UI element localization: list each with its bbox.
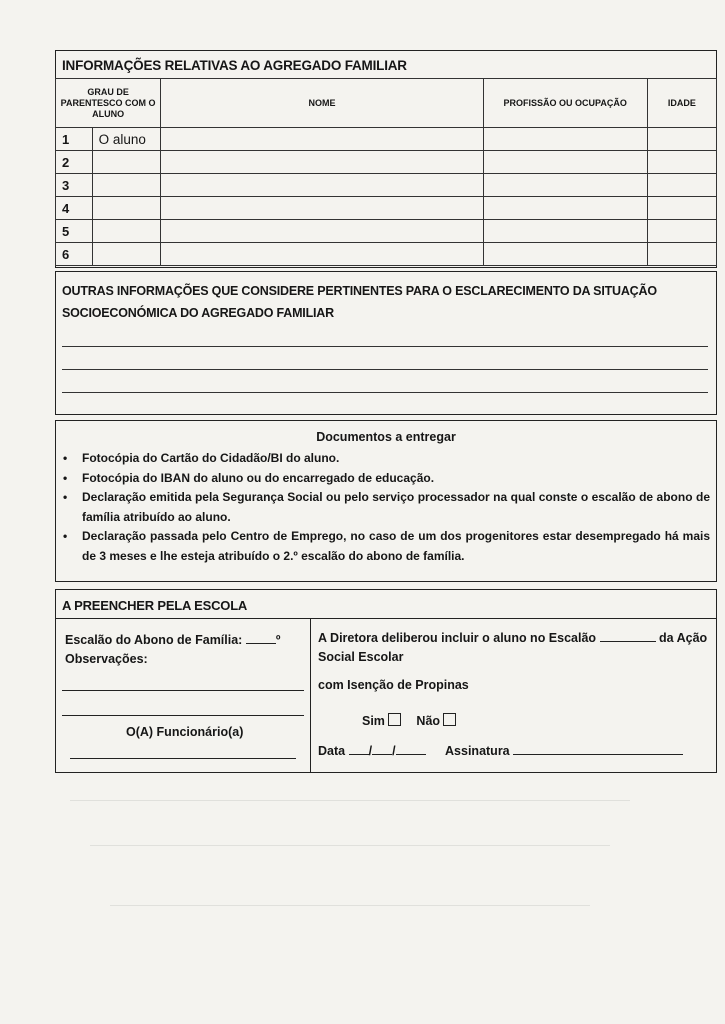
profissao-field[interactable] — [483, 174, 647, 197]
assinatura-label: Assinatura — [445, 744, 510, 758]
nome-field[interactable] — [161, 197, 484, 220]
escalao-label: Escalão do Abono de Família: — [65, 633, 243, 647]
writing-line[interactable] — [62, 346, 708, 347]
other-info-title: OUTRAS INFORMAÇÕES QUE CONSIDERE PERTINENTES PARA O ESCLARECIMENTO DA SITUAÇÃO SOCIOECONÓMICA DO AGREGADO FAMILIAR — [62, 284, 657, 320]
grau-field[interactable] — [92, 220, 161, 243]
school-section — [55, 589, 717, 773]
col-grau-header: GRAU DE PARENTESCO COM O ALUNO — [56, 79, 161, 128]
profissao-field[interactable] — [483, 220, 647, 243]
row-number: 3 — [56, 174, 93, 197]
household-table — [55, 78, 717, 266]
sim-label: Sim — [362, 714, 385, 728]
row-number: 5 — [56, 220, 93, 243]
sim-nao-row — [362, 713, 456, 728]
funcionario-signature-line[interactable] — [70, 758, 296, 759]
writing-line[interactable] — [62, 392, 708, 393]
household-section — [55, 50, 717, 268]
list-item — [62, 469, 710, 489]
diretora-text-a: A Diretora deliberou incluir o aluno no Escalão — [318, 631, 597, 645]
school-section-header — [56, 590, 716, 619]
date-day-input[interactable] — [349, 743, 369, 755]
date-year-input[interactable] — [396, 743, 426, 755]
idade-field[interactable] — [647, 220, 716, 243]
row-number: 6 — [56, 243, 93, 266]
isencao-label: com Isenção de Propinas — [318, 678, 469, 692]
profissao-field[interactable] — [483, 151, 647, 174]
list-item — [62, 488, 710, 527]
table-row — [56, 174, 717, 197]
household-table-header — [56, 79, 717, 128]
column-divider — [310, 618, 311, 772]
nao-checkbox[interactable] — [443, 713, 456, 726]
grau-field[interactable] — [92, 151, 161, 174]
funcionario-label: O(A) Funcionário(a) — [126, 725, 244, 739]
date-signature-row — [318, 743, 683, 758]
writing-line[interactable] — [62, 369, 708, 370]
table-row — [56, 151, 717, 174]
profissao-field[interactable] — [483, 128, 647, 151]
idade-field[interactable] — [647, 197, 716, 220]
bullet-icon: • — [63, 490, 68, 504]
table-row — [56, 197, 717, 220]
nome-field[interactable] — [161, 243, 484, 266]
row-number: 2 — [56, 151, 93, 174]
profissao-field[interactable] — [483, 243, 647, 266]
document-item-text: Fotocópia do IBAN do aluno ou do encarregado de educação. — [82, 470, 435, 485]
household-title: INFORMAÇÕES RELATIVAS AO AGREGADO FAMILIAR — [62, 58, 407, 73]
observacoes-line[interactable] — [62, 690, 304, 691]
diretora-text-b: da Ação — [659, 631, 708, 645]
data-label: Data — [318, 744, 346, 758]
escalao-ase-input[interactable] — [600, 630, 656, 642]
idade-field[interactable] — [647, 243, 716, 266]
nome-field[interactable] — [161, 151, 484, 174]
row-number: 4 — [56, 197, 93, 220]
nome-field[interactable] — [161, 220, 484, 243]
document-item-text: Declaração passada pelo Centro de Emprego, no caso de um dos progenitores estar desempregado há mais de 3 meses e lhe esteja atribuído o 2.º escalão do abono de família. — [82, 529, 710, 563]
grau-field[interactable] — [92, 243, 161, 266]
nao-label: Não — [416, 714, 441, 728]
documents-list — [62, 449, 710, 566]
col-idade-header: IDADE — [647, 79, 716, 128]
table-row — [56, 128, 717, 151]
nome-field[interactable] — [161, 128, 484, 151]
col-profissao-header: PROFISSÃO OU OCUPAÇÃO — [483, 79, 647, 128]
documents-title: Documentos a entregar — [316, 430, 456, 444]
idade-field[interactable] — [647, 128, 716, 151]
idade-field[interactable] — [647, 174, 716, 197]
date-separator: / — [368, 744, 373, 758]
bullet-icon: • — [63, 529, 68, 543]
assinatura-line[interactable] — [513, 743, 683, 755]
grau-field[interactable]: O aluno — [92, 128, 161, 151]
escalao-suffix: º — [275, 633, 281, 647]
bullet-icon: • — [63, 470, 68, 485]
table-row — [56, 220, 717, 243]
documents-section — [55, 420, 717, 582]
observacoes-line[interactable] — [62, 715, 304, 716]
escalao-input[interactable] — [246, 632, 276, 644]
col-nome-header: NOME — [161, 79, 484, 128]
profissao-field[interactable] — [483, 197, 647, 220]
grau-field[interactable] — [92, 197, 161, 220]
row-number: 1 — [56, 128, 93, 151]
diretora-text-c: Social Escolar — [318, 650, 404, 664]
school-title: A PREENCHER PELA ESCOLA — [62, 598, 248, 613]
table-row — [56, 243, 717, 266]
list-item — [62, 449, 710, 469]
date-separator: / — [392, 744, 396, 758]
sim-checkbox[interactable] — [388, 713, 401, 726]
bleed-through-line — [110, 905, 590, 906]
other-info-section — [55, 271, 717, 415]
bleed-through-line — [90, 845, 610, 846]
observacoes-label: Observações: — [65, 652, 148, 666]
diretora-row — [318, 630, 707, 645]
bleed-through-line — [70, 800, 630, 801]
document-item-text: Declaração emitida pela Segurança Social ou pelo serviço processador na qual conste o escalão de abono de família atribuído ao aluno. — [82, 490, 710, 524]
date-month-input[interactable] — [372, 743, 392, 755]
document-item-text: Fotocópia do Cartão do Cidadão/BI do aluno. — [82, 451, 340, 465]
grau-field[interactable] — [92, 174, 161, 197]
list-item — [62, 527, 710, 566]
escalao-row — [65, 632, 280, 647]
nome-field[interactable] — [161, 174, 484, 197]
idade-field[interactable] — [647, 151, 716, 174]
bullet-icon: • — [63, 451, 68, 465]
